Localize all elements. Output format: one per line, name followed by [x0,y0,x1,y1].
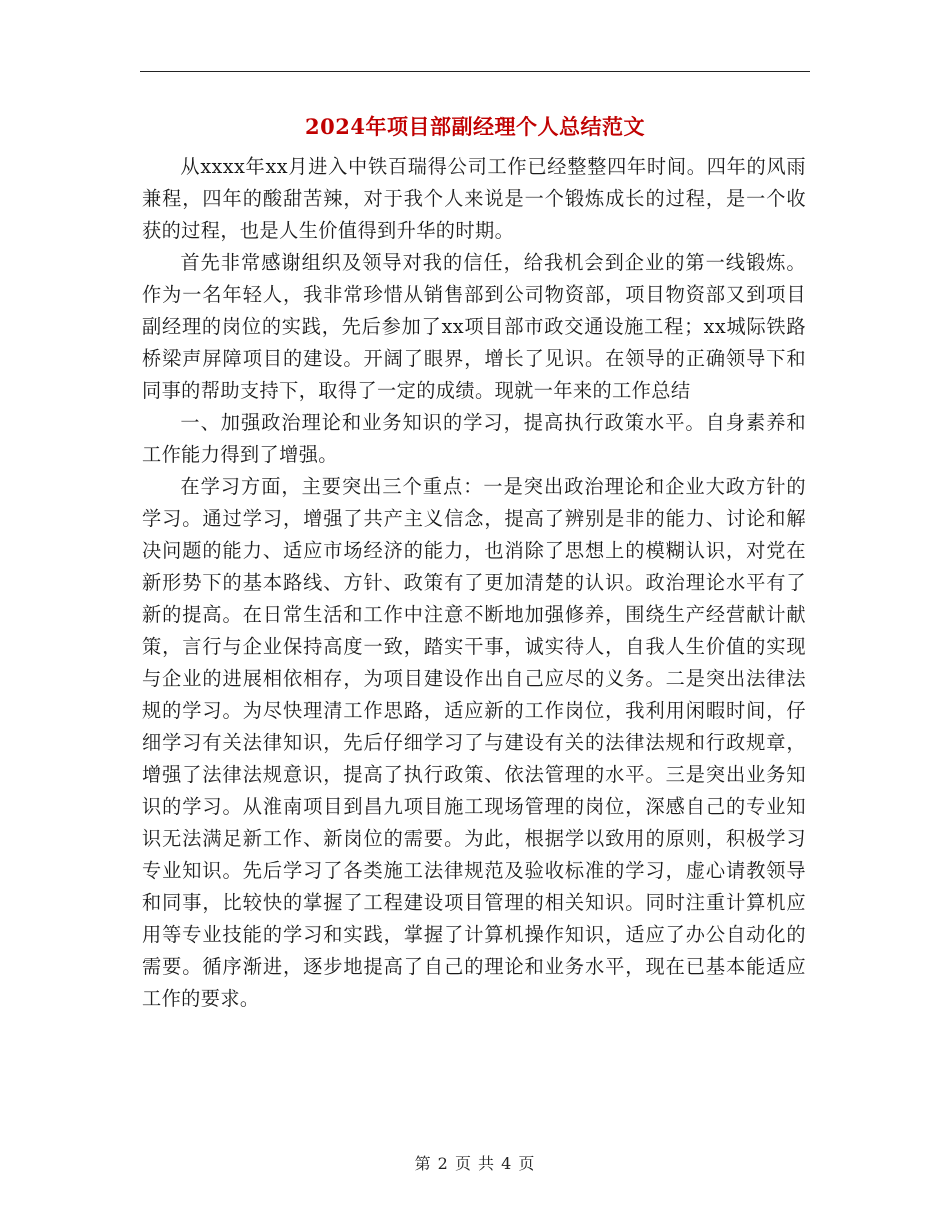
header-rule [140,71,810,72]
document-title: 2024年项目部副经理个人总结范文 [305,114,645,139]
page-footer: 第 2 页 共 4 页 [414,1154,536,1173]
paragraph: 从xxxx年xx月进入中铁百瑞得公司工作已经整整四年时间。四年的风雨兼程，四年的酸甜苦辣，对于我个人来说是一个锻炼成长的过程，是一个收获的过程，也是人生价值得到升华的时期。 [142,155,806,242]
paragraph: 首先非常感谢组织及领导对我的信任，给我机会到企业的第一线锻炼。作为一名年轻人，我非常珍惜从销售部到公司物资部，项目物资部又到项目副经理的岗位的实践，先后参加了xx项目部市政交通设施工程；xx城际铁路桥梁声屏障项目的建设。开阔了眼界，增长了见识。在领导的正确领导下和同事的帮助支持下，取得了一定的成绩。现就一年来的工作总结 [142,251,806,402]
paragraph: 在学习方面，主要突出三个重点：一是突出政治理论和企业大政方针的学习。通过学习，增强了共产主义信念，提高了辨别是非的能力、讨论和解决问题的能力、适应市场经济的能力，也消除了思想上的模糊认识，对党在新形势下的基本路线、方针、政策有了更加清楚的认识。政治理论水平有了新的提高。在日常生活和工作中注意不断地加强修养，围绕生产经营献计献策，言行与企业保持高度一致，踏实干事，诚实待人，自我人生价值的实现与企业的进展相依相存，为项目建设作出自己应尽的义务。二是突出法律法规的学习。为尽快理清工作思路，适应新的工作岗位，我利用闲暇时间，仔细学习有关法律知识，先后仔细学习了与建设有关的法律法规和行政规章，增强了法律法规意识，提高了执行政策、依法管理的水平。三是突出业务知识的学习。从淮南项目到昌九项目施工现场管理的岗位，深感自己的专业知识无法满足新工作、新岗位的需要。为此，根据学以致用的原则，积极学习专业知识。先后学习了各类施工法律规范及验收标准的学习，虚心请教领导和同事，比较快的掌握了工程建设项目管理的相关知识。同时注重计算机应用等专业技能的学习和实践，掌握了计算机操作知识，适应了办公自动化的需要。循序渐进，逐步地提高了自己的理论和业务水平，现在已基本能适应工作的要求。 [142,475,806,1010]
section-heading-paragraph: 一、加强政治理论和业务知识的学习，提高执行政策水平。自身素养和工作能力得到了增强。 [142,411,806,466]
document-body [142,151,806,1015]
